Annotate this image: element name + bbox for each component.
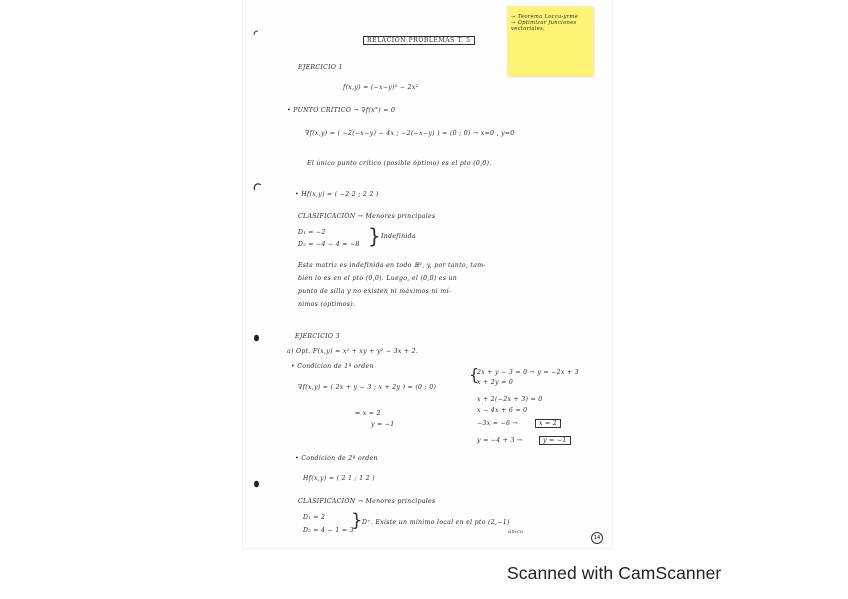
scanner-watermark: Scanned with CamScanner — [507, 563, 722, 583]
exercise-3-d2: D₂ = 4 − 1 = 3 — [303, 527, 354, 534]
exercise-3-d1: D₁ = 2 — [303, 514, 326, 521]
exercise-1-indefinite: Indefinida — [381, 233, 416, 240]
exercise-3-gradient: ∇f(x,y) = ( 2x + y − 3 ; x + 2y ) = (0 ; 0) — [298, 384, 437, 391]
first-order-label: • Condición de 1ª orden — [291, 363, 374, 370]
conclusion-line: bién lo es en el pto (0,0). Luego, el (0,0) es un — [298, 275, 458, 282]
critical-point-label: • PUNTO CRÍTICO → ∇f(x°) = 0 — [287, 107, 396, 114]
exercise-1-heading: EJERCICIO 1 — [298, 64, 343, 71]
exercise-1-classification: CLASIFICACIÓN → Menores principales — [298, 213, 436, 220]
sticky-line: → Optimizar funciones — [511, 20, 577, 26]
exercise-3-part-a: a) Opt. F(x,y) = x² + xy + y² − 3x + 2. — [287, 348, 419, 355]
exercise-3-heading: EJERCICIO 3 — [295, 333, 340, 340]
exercise-1-hessian: • Hf(x,y) = ( −2 2 ; 2 2 ) — [295, 191, 379, 198]
exercise-3-conclusion: D⁺. Existe un mínimo local en el pto (2,−1) — [362, 519, 510, 526]
punch-hole-icon — [253, 30, 260, 37]
page-title: RELACIÓN PROBLEMAS T. 5 — [363, 36, 475, 45]
exercise-1-d1: D₁ = −2 — [298, 229, 326, 236]
system-line: 2x + y − 3 = 0 → y = −2x + 3 — [477, 369, 579, 376]
punch-hole-icon — [253, 480, 260, 487]
system-line: x + 2y = 0 — [477, 379, 514, 386]
y-boxed-result: y = −1 — [539, 436, 571, 445]
conclusion-line: Esta matriz es indefinida en todo ℝ², y, por tanto, tam- — [298, 262, 486, 269]
exercise-1-unique-point: El único punto crítico (posible óptimo) es el pto (0,0). — [307, 160, 492, 167]
sticky-line: → Teorema Locca-yrmé — [511, 14, 579, 20]
page-number: 14 — [591, 532, 603, 544]
y-solution: y = −1 — [371, 421, 395, 428]
exercise-1-gradient: ∇f(x,y) = ( −2(−x−y) − 4x ; −2(−x−y) ) = (0 ; 0) → x=0 , y=0 — [305, 130, 515, 137]
x-boxed-result: x = 2 — [535, 419, 561, 428]
system-line: x − 4x + 6 = 0 — [477, 407, 528, 414]
conclusion-line: punto de silla y no existen ni máximos ni mí- — [298, 288, 452, 295]
exercise-3-hessian: Hf(x,y) = ( 2 1 ; 1 2 ) — [303, 475, 375, 482]
brace-icon: } — [351, 510, 363, 531]
system-line: x + 2(−2x + 3) = 0 — [477, 396, 543, 403]
exercise-3-classification: CLASIFICACIÓN → Menores principales — [298, 498, 436, 505]
exercise-3-conclusion-note: único — [508, 529, 524, 535]
punch-hole-icon — [253, 183, 260, 190]
x-solution: ⇔ x = 2 — [355, 410, 381, 417]
system-line: −3x = −6 → — [477, 420, 519, 427]
system-line: y = −4 + 3 → — [477, 437, 523, 444]
punch-hole-icon — [253, 334, 260, 341]
sticky-line: vectoriales. — [511, 26, 545, 32]
second-order-label: • Condición de 2ª orden — [295, 455, 378, 462]
brace-icon: { — [469, 365, 480, 384]
brace-icon: } — [368, 224, 381, 248]
scanned-page — [243, 0, 612, 548]
exercise-1-function: f(x,y) = (−x−y)² − 2x² — [343, 84, 419, 91]
exercise-1-d2: D₂ = −4 − 4 = −8 — [298, 241, 360, 248]
sticky-note — [507, 6, 593, 76]
conclusion-line: nimos (óptimos). — [298, 301, 356, 308]
